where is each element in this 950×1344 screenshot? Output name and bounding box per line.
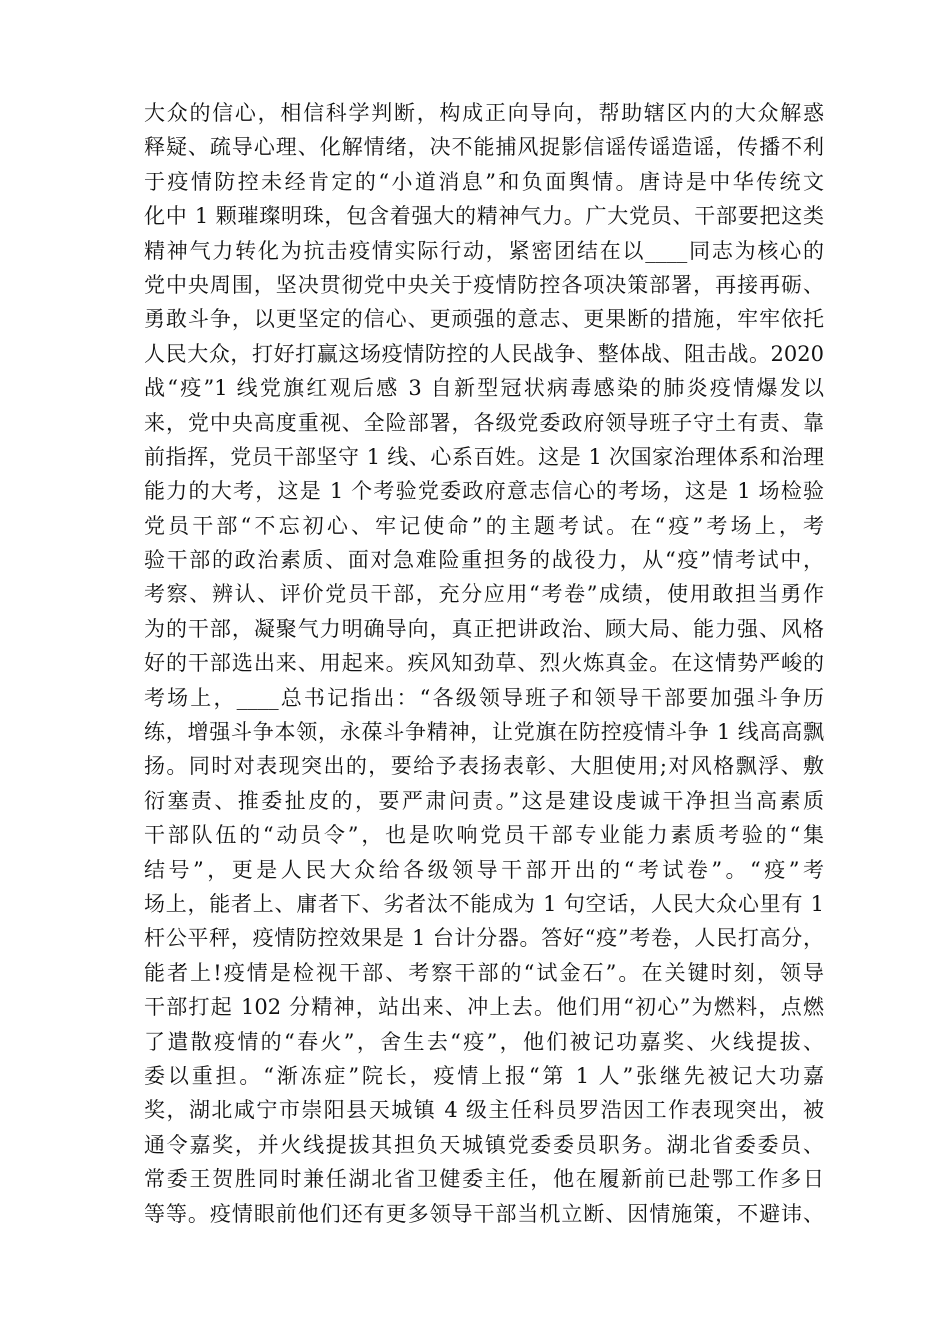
- text-line: 干部队伍的“动员令”，也是吹响党员干部专业能力素质考验的“集: [144, 823, 824, 848]
- text-line: 勇敢斗争，以更坚定的信心、更顽强的意志、更果断的措施，牢牢依托: [144, 307, 824, 332]
- text-line: 场上，能者上、庸者下、劣者汰不能成为 1 句空话，人民大众心里有 1: [144, 891, 824, 916]
- text-line: 好的干部选出来、用起来。疾风知劲草、烈火炼真金。在这情势严峻的: [144, 651, 824, 676]
- text-line: 奖，湖北咸宁市崇阳县天城镇 4 级主任科员罗浩因工作表现突出，被: [144, 1098, 824, 1123]
- text-line: 了遣散疫情的“春火”，舍生去“疫”，他们被记功嘉奖、火线提拔、: [144, 1029, 824, 1054]
- text-line: 衍塞责、推委扯皮的，要严肃问责。”这是建设虔诚干净担当高素质: [144, 788, 824, 813]
- text-line: 化中 1 颗璀璨明珠，包含着强大的精神气力。广大党员、干部要把这类: [144, 204, 824, 229]
- text-line: 考察、辨认、评价党员干部，充分应用“考卷”成绩，使用敢担当勇作: [144, 582, 824, 607]
- text-line: 前指挥，党员干部坚守 1 线、心系百姓。这是 1 次国家治理体系和治理: [144, 444, 824, 469]
- text-line: 战“疫”1 线党旗红观后感 3 自新型冠状病毒感染的肺炎疫情爆发以: [144, 376, 824, 401]
- text-line: 扬。同时对表现突出的，要给予表扬表彰、大胆使用;对风格飘浮、敷: [144, 754, 824, 779]
- text-line: 为的干部，凝聚气力明确导向，真正把讲政治、顾大局、能力强、风格: [144, 616, 824, 641]
- text-line: 通令嘉奖，并火线提拔其担负天城镇党委委员职务。湖北省委委员、: [144, 1132, 824, 1157]
- body-paragraph: [144, 96, 824, 1231]
- text-line: 常委王贺胜同时兼任湖北省卫健委主任，他在履新前已赴鄂工作多日: [144, 1167, 824, 1192]
- text-line: 党员干部“不忘初心、牢记使命”的主题考试。在“疫”考场上，考: [144, 513, 824, 538]
- text-line: 于疫情防控未经肯定的“小道消息”和负面舆情。唐诗是中华传统文: [144, 169, 824, 194]
- text-line: 等等。疫情眼前他们还有更多领导干部当机立断、因情施策，不避讳、: [144, 1201, 824, 1226]
- text-line: 能力的大考，这是 1 个考验党委政府意志信心的考场，这是 1 场检验: [144, 479, 824, 504]
- text-line: 考场上，____总书记指出：“各级领导班子和领导干部要加强斗争历: [144, 685, 824, 710]
- text-line: 党中央周围，坚决贯彻党中央关于疫情防控各项决策部署，再接再砺、: [144, 272, 824, 297]
- text-line: 能者上!疫情是检视干部、考察干部的“试金石”。在关键时刻，领导: [144, 960, 824, 985]
- text-line: 练，增强斗争本领，永葆斗争精神，让党旗在防控疫情斗争 1 线高高飘: [144, 720, 824, 745]
- text-line: 大众的信心，相信科学判断，构成正向导向，帮助辖区内的大众解惑: [144, 101, 824, 125]
- text-line: 验干部的政治素质、面对急难险重担务的战役力，从“疫”情考试中，: [144, 548, 824, 573]
- text-line: 精神气力转化为抗击疫情实际行动，紧密团结在以____同志为核心的: [144, 238, 824, 263]
- text-line: 干部打起 102 分精神，站出来、冲上去。他们用“初心”为燃料，点燃: [144, 995, 824, 1020]
- text-line: 释疑、疏导心理、化解情绪，决不能捕风捉影信谣传谣造谣，传播不利: [144, 135, 824, 160]
- text-line: 人民大众，打好打赢这场疫情防控的人民战争、整体战、阻击战。2020: [144, 341, 824, 366]
- text-line: 结号”，更是人民大众给各级领导干部开出的“考试卷”。“疫”考: [144, 857, 824, 882]
- text-line: 来，党中央高度重视、全险部署，各级党委政府领导班子守土有责、靠: [144, 410, 824, 435]
- text-line: 杆公平秤，疫情防控效果是 1 台计分器。答好“疫”考卷，人民打高分，: [144, 926, 824, 951]
- text-line: 委以重担。“渐冻症”院长，疫情上报“第 1 人”张继先被记大功嘉: [144, 1063, 824, 1088]
